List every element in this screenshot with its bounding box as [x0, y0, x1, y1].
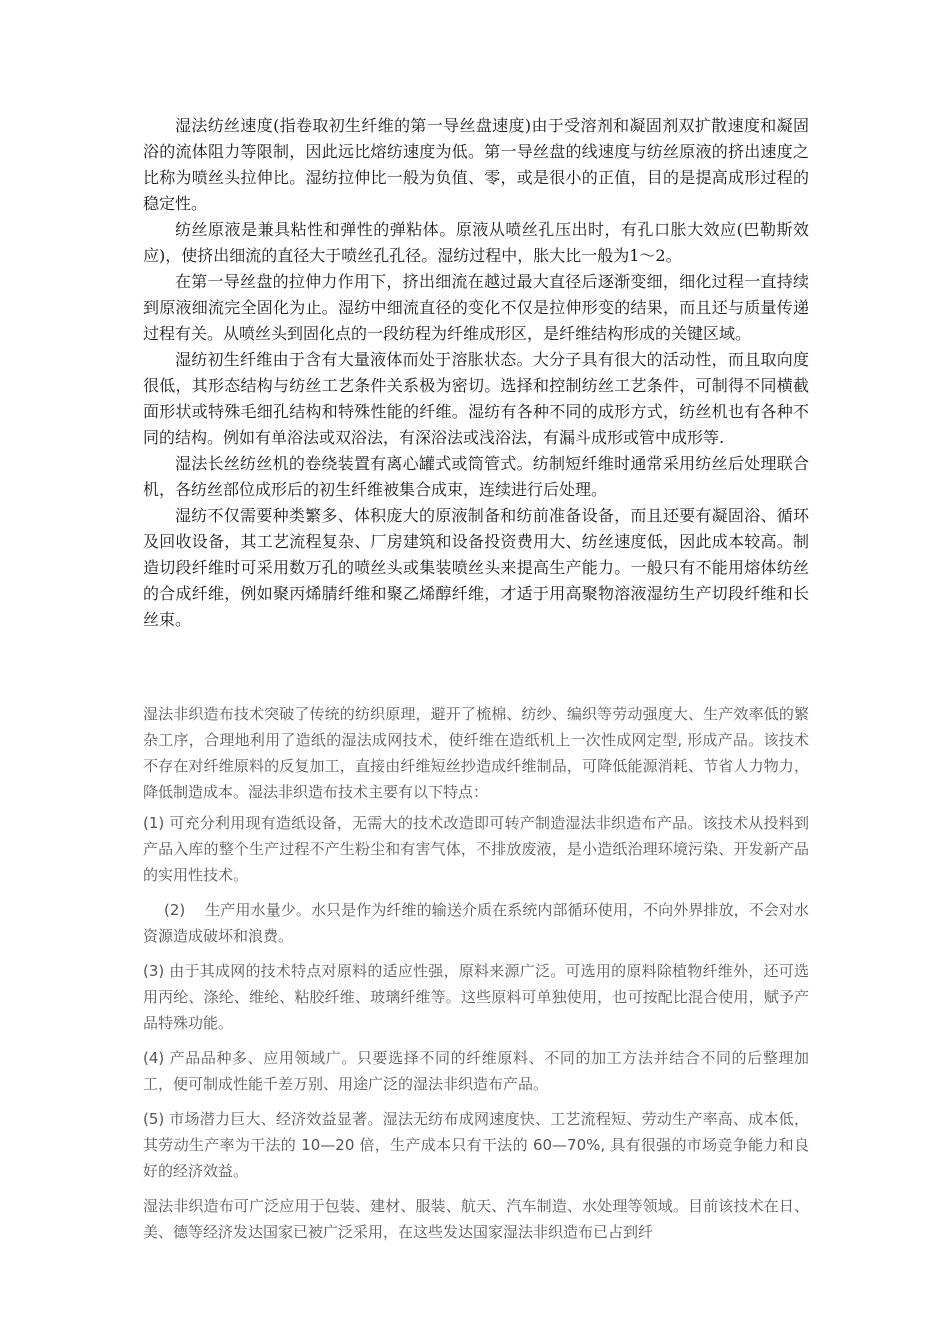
paragraph-spinning-speed: 湿法纺丝速度(指卷取初生纤维的第一导丝盘速度)由于受溶剂和凝固剂双扩散速度和凝固浴的流体阻力等限制，因此远比熔纺速度为低。第一导丝盘的线速度与纺丝原液的挤出速度之比称为喷丝头拉伸比。湿纺拉伸比一般为负值、零，或是很小的正值，目的是提高成形过程的稳定性。: [143, 116, 809, 213]
list-item-feature-4: (4) 产品品种多、应用领域广。只要选择不同的纤维原料、不同的加工方法并结合不同的后整理加工，便可制成性能千差万别、用途广泛的湿法非织造布产品。: [143, 1049, 809, 1093]
paragraph-draw-force: 在第一导丝盘的拉伸力作用下，挤出细流在越过最大直径后逐渐变细，细化过程一直持续到原液细流完全固化为止。湿纺中细流直径的变化不仅是拉伸形变的结果，而且还与质量传递过程有关。从喷丝头到固化点的一段纺程为纤维成形区，是纤维结构形成的关键区域。: [143, 272, 809, 343]
list-item-feature-5: (5) 市场潜力巨大、经济效益显著。湿法无纺布成网速度快、工艺流程短、劳动生产率高、成本低，其劳动生产率为干法的 10—20 倍，生产成本只有干法的 60—70%, 具有很强的市场竞争能力和良好的经济效益。: [143, 1110, 809, 1180]
wet-nonwoven-section: [143, 701, 809, 1245]
paragraph-spinning-dope: 纺丝原液是兼具粘性和弹性的弹粘体。原液从喷丝孔压出时，有孔口胀大效应(巴勒斯效应)，使挤出细流的直径大于喷丝孔孔径。湿纺过程中，胀大比一般为1～2。: [143, 220, 809, 265]
paragraph-equipment-cost: 湿纺不仅需要种类繁多、体积庞大的原液制备和纺前准备设备，而且还要有凝固浴、循环及回收设备，其工艺流程复杂、厂房建筑和设备投资费用大、纺丝速度低，因此成本较高。制造切段纤维时可采用数万孔的喷丝头或集装喷丝头来提高生产能力。一般只有不能用熔体纺丝的合成纤维，例如聚丙烯腈纤维和聚乙烯醇纤维，才适于用高聚物溶液湿纺生产切段纤维和长丝束。: [143, 506, 809, 629]
paragraph-winding-device: 湿法长丝纺丝机的卷绕装置有离心罐式或筒管式。纺制短纤维时通常采用纺丝后处理联合机，各纺丝部位成形后的初生纤维被集合成束，连续进行后处理。: [143, 454, 809, 499]
paragraph-as-spun-fiber: 湿纺初生纤维由于含有大量液体而处于溶胀状态。大分子具有很大的活动性，而且取向度很低，其形态结构与纺丝工艺条件关系极为密切。选择和控制纺丝工艺条件，可制得不同横截面形状或特殊毛细孔结构和特殊性能的纤维。湿纺有各种不同的成形方式，纺丝机也有各种不同的结构。例如有单浴法或双浴法，有深浴法或浅浴法，有漏斗成形或管中成形等.: [143, 350, 809, 447]
paragraph-nonwoven-intro: 湿法非织造布技术突破了传统的纺织原理，避开了梳棉、纺纱、编织等劳动强度大、生产效率低的繁杂工序，合理地利用了造纸的湿法成网技术，使纤维在造纸机上一次性成网定型, 形成产品。该技术不存在对纤维原料的反复加工，直接由纤维短丝抄造成纤维制品，可降低能源消耗、节省人力物力，降低制造成本。湿法非织造布技术主要有以下特点：: [143, 705, 809, 801]
list-item-feature-2: (2) 生产用水量少。水只是作为纤维的输送介质在系统内部循环使用，不向外界排放，不会对水资源造成破坏和浪费。: [143, 901, 809, 945]
wet-spinning-section: [143, 113, 809, 633]
list-item-feature-1: (1) 可充分利用现有造纸设备，无需大的技术改造即可转产制造湿法非织造布产品。该技术从投料到产品入库的整个生产过程不产生粉尘和有害气体，不排放废液，是小造纸治理环境污染、开发新产品的实用性技术。: [143, 814, 809, 884]
paragraph-applications: 湿法非织造布可广泛应用于包装、建材、服装、航天、汽车制造、水处理等领域。目前该技术在日、美、德等经济发达国家已被广泛采用，在这些发达国家湿法非织造布已占到纤: [143, 1197, 809, 1241]
list-item-feature-3: (3) 由于其成网的技术特点对原料的适应性强，原料来源广泛。可选用的原料除植物纤维外，还可选用丙纶、涤纶、维纶、粘胶纤维、玻璃纤维等。这些原料可单独使用，也可按配比混合使用，赋予产品特殊功能。: [143, 962, 809, 1032]
